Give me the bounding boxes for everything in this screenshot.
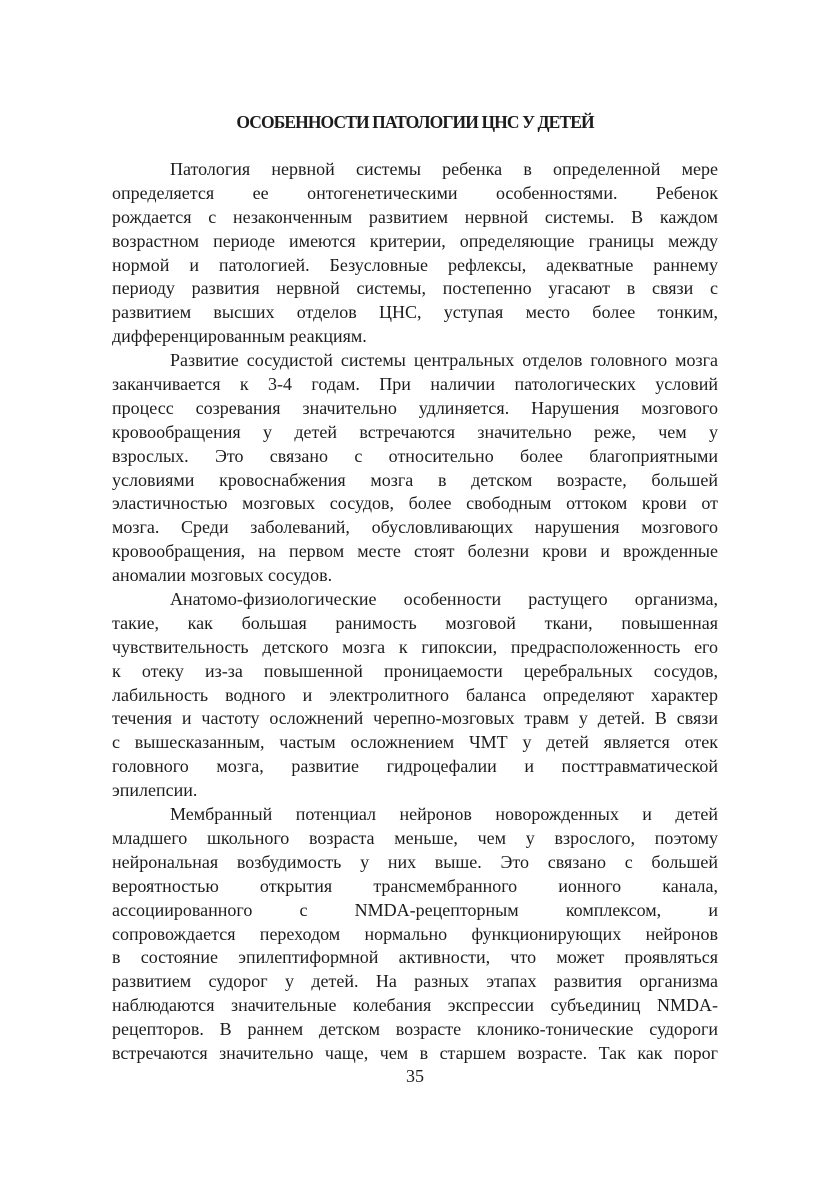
text-line: Анатомо-физиологические особенности растущего организма, — [170, 589, 718, 610]
text-line: нормой и патологией. Безусловные рефлексы, адекватные раннему — [112, 254, 718, 275]
body-text — [112, 158, 718, 1066]
text-line: рождается с незаконченным развитием нервной системы. В каждом — [112, 206, 718, 227]
paragraph — [112, 158, 718, 349]
text-line: чувствительность детского мозга к гипоксии, предрасположенность его — [112, 636, 718, 657]
text-line: развитием высших отделов ЦНС, уступая место более тонким, — [112, 302, 718, 323]
text-line: Мембранный потенциал нейронов новорожденных и детей — [170, 804, 718, 825]
text-line: нейрональная возбудимость у них выше. Это связано с большей — [112, 851, 718, 872]
text-line: аномалии мозговых сосудов. — [112, 565, 333, 586]
text-line: мозга. Среди заболеваний, обусловливающих нарушения мозгового — [112, 517, 718, 538]
text-line: лабильность водного и электролитного баланса определяют характер — [112, 684, 718, 705]
text-line: Развитие сосудистой системы центральных отделов головного мозга — [170, 350, 718, 371]
text-line: наблюдаются значительные колебания экспрессии субъединиц NMDA- — [112, 995, 718, 1016]
text-line: периоду развития нервной системы, постепенно угасают в связи с — [112, 278, 718, 299]
text-line: заканчивается к 3-4 годам. При наличии патологических условий — [112, 374, 718, 395]
text-line: возрастном периоде имеются критерии, определяющие границы между — [112, 230, 718, 251]
text-line: младшего школьного возраста меньше, чем у взрослого, поэтому — [112, 827, 718, 848]
text-line: ассоциированного с NMDA-рецепторным комплексом, и — [112, 899, 718, 920]
text-line: такие, как большая ранимость мозговой ткани, повышенная — [112, 612, 718, 633]
text-line: условиями кровоснабжения мозга в детском возрасте, большей — [112, 469, 718, 490]
text-line: рецепторов. В раннем детском возрасте клонико-тонические судороги — [112, 1019, 718, 1040]
section-title: ОСОБЕННОСТИ ПАТОЛОГИИ ЦНС У ДЕТЕЙ — [236, 112, 594, 132]
text-line: кровообращения, на первом месте стоят болезни крови и врожденные — [112, 541, 718, 562]
text-line: сопровождается переходом нормально функционирующих нейронов — [112, 923, 718, 944]
text-line: течения и частоту осложнений черепно-мозговых травм у детей. В связи — [112, 708, 718, 729]
text-line: определяется ее онтогенетическими особенностями. Ребенок — [112, 182, 718, 203]
text-line: встречаются значительно чаще, чем в старшем возрасте. Так как порог — [112, 1042, 718, 1063]
text-line: дифференцированным реакциям. — [112, 326, 367, 347]
text-line: эпилепсии. — [112, 780, 198, 801]
text-line: с вышесказанным, частым осложнением ЧМТ у детей является отек — [112, 732, 718, 753]
text-line: развитием судорог у детей. На разных этапах развития организма — [112, 971, 718, 992]
paragraph — [112, 803, 718, 1066]
text-line: эластичностью мозговых сосудов, более свободным оттоком крови от — [112, 493, 718, 514]
text-line: к отеку из-за повышенной проницаемости церебральных сосудов, — [112, 660, 718, 681]
text-line: вероятностью открытия трансмембранного ионного канала, — [112, 875, 718, 896]
text-line: процесс созревания значительно удлиняется. Нарушения мозгового — [112, 397, 718, 418]
text-line: кровообращения у детей встречаются значительно реже, чем у — [112, 421, 718, 442]
page-number: 35 — [406, 1066, 424, 1086]
paragraph — [112, 588, 718, 803]
paragraph — [112, 349, 718, 588]
text-line: в состояние эпилептиформной активности, что может проявляться — [112, 947, 718, 968]
text-line: Патология нервной системы ребенка в определенной мере — [170, 159, 718, 179]
text-line: головного мозга, развитие гидроцефалии и посттравматической — [112, 756, 718, 777]
text-line: взрослых. Это связано с относительно более благоприятными — [112, 445, 718, 466]
